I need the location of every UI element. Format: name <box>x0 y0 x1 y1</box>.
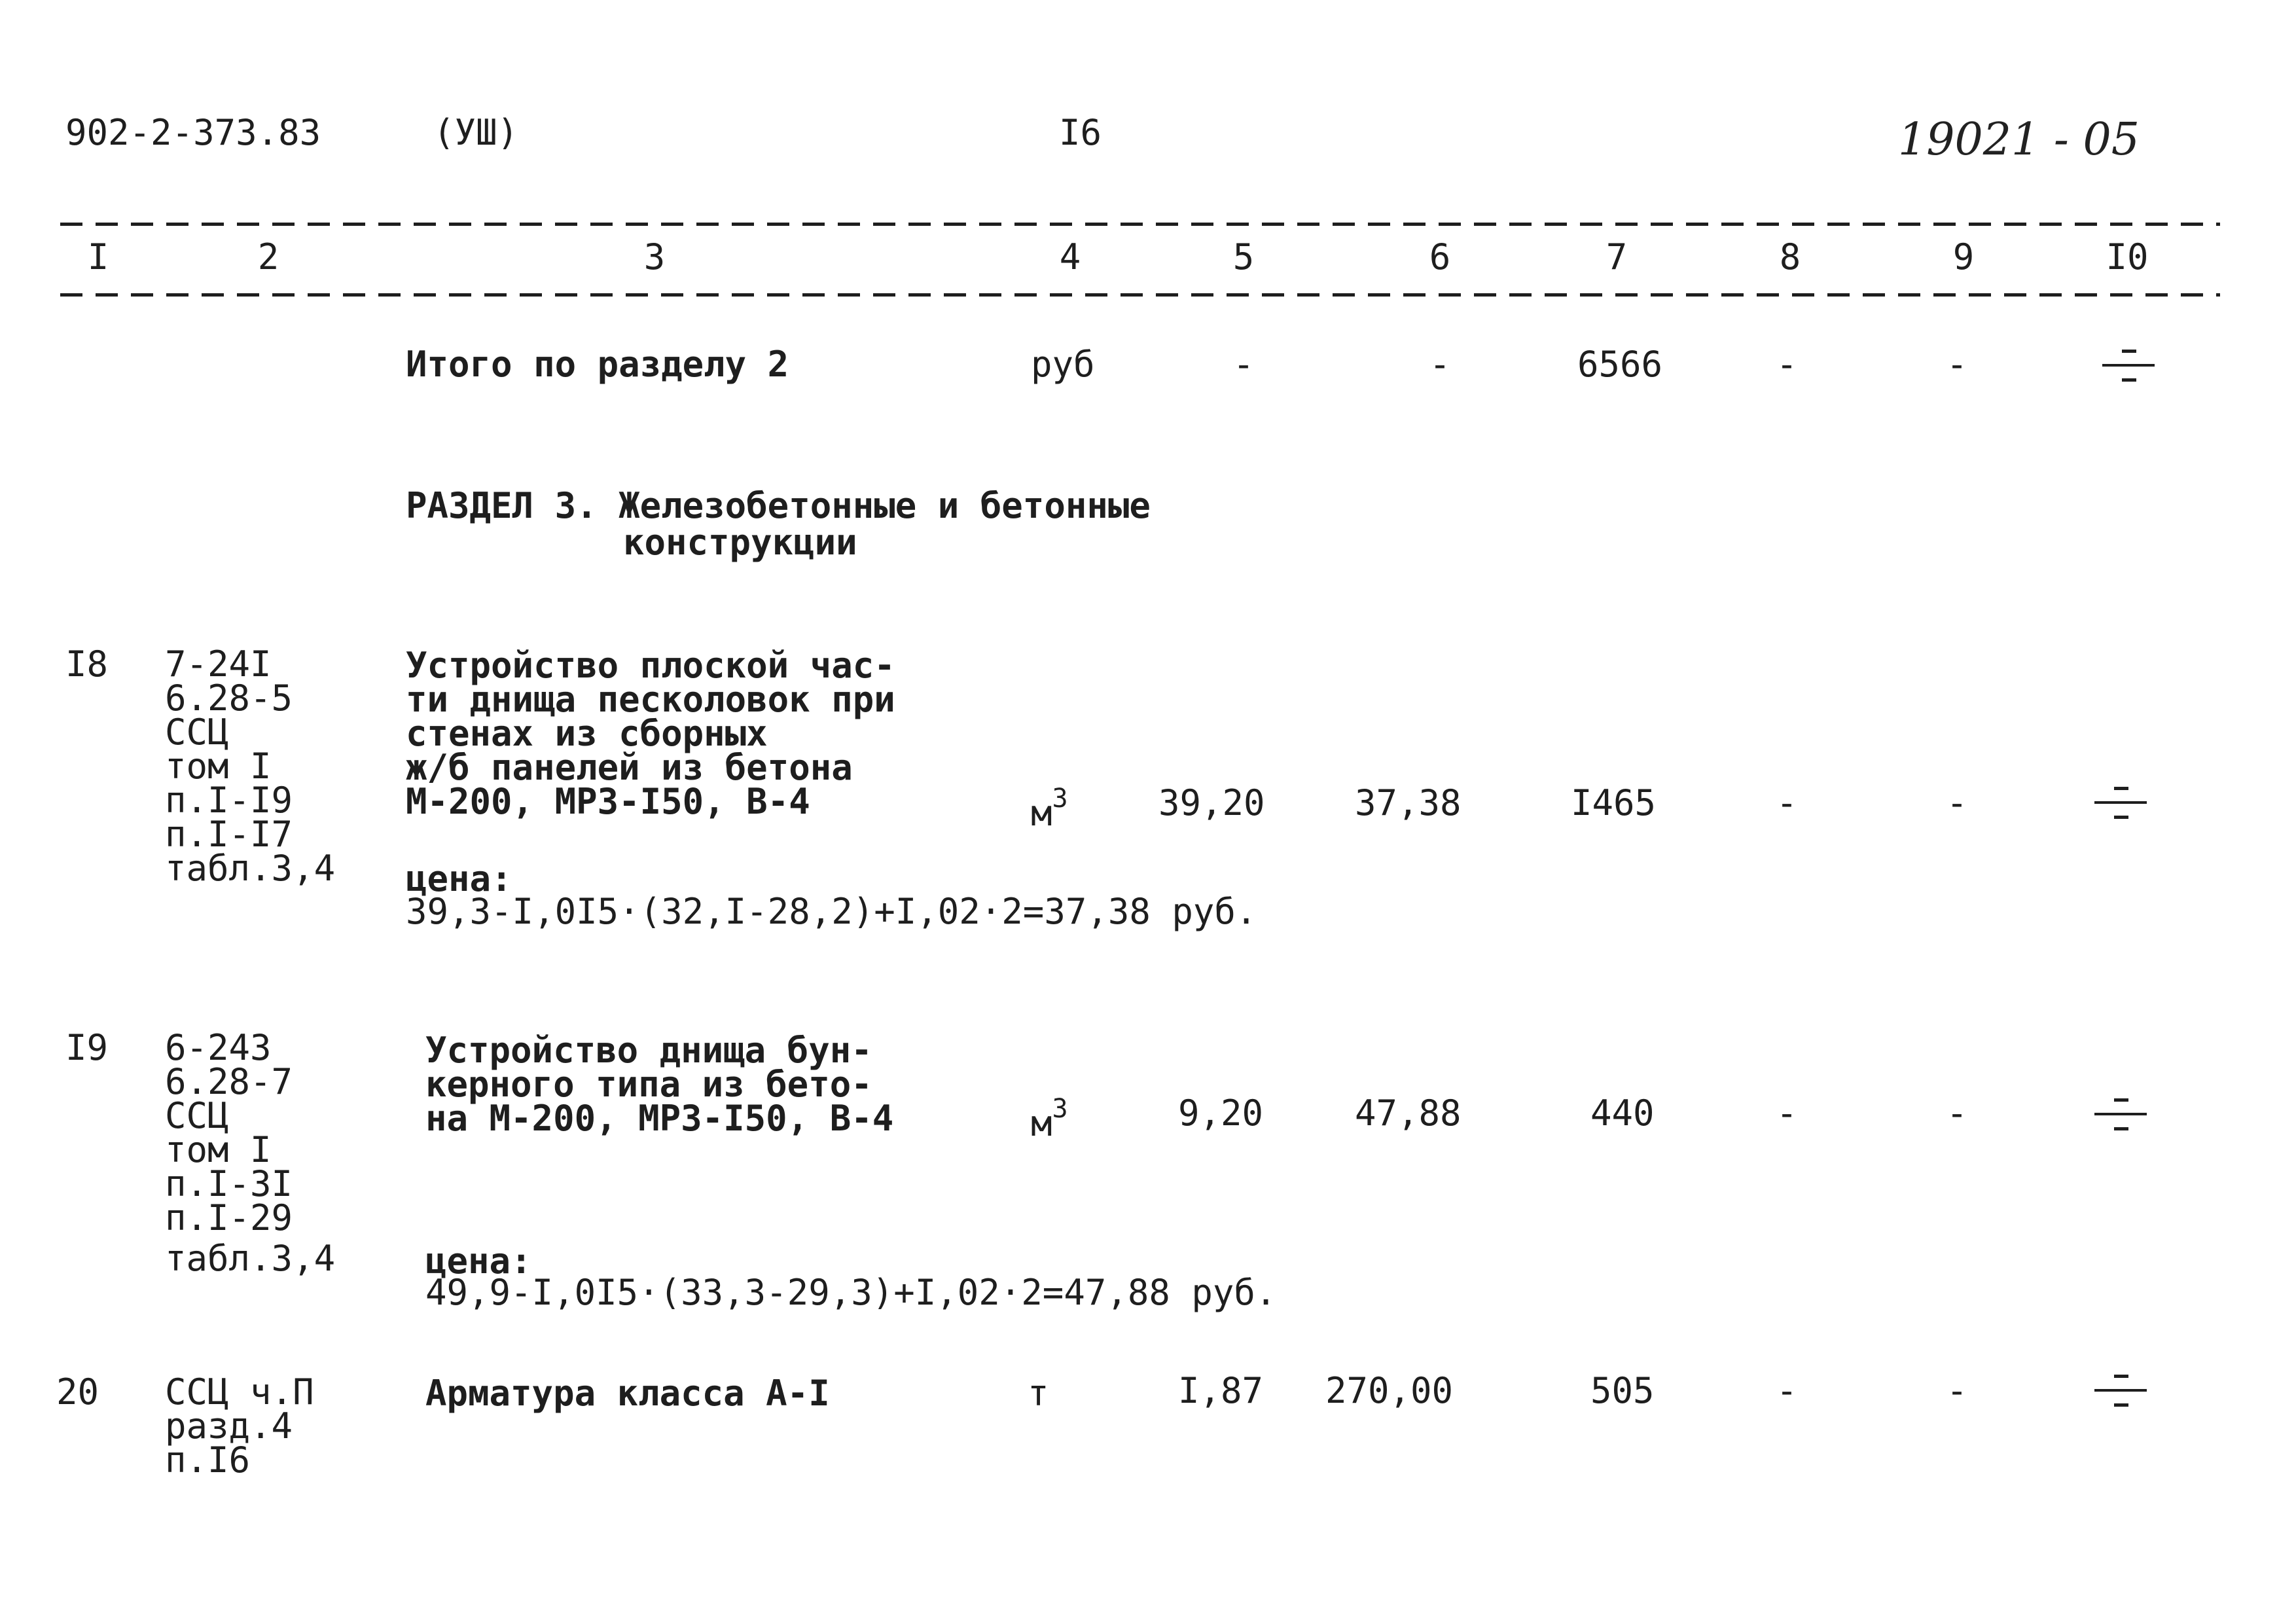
description-line: ж/б панелей из бетона <box>406 747 853 788</box>
ref-line: 6.28-7 <box>165 1061 293 1102</box>
ref-line: том I <box>165 746 272 787</box>
row-total: I465 <box>1571 782 1657 823</box>
price-calc: 49,9-I,0I5·(33,3-29,3)+I,02·2=47,88 руб. <box>425 1272 1277 1313</box>
ref-line: п.I6 <box>165 1439 251 1481</box>
ditto-mark <box>2094 783 2147 822</box>
ref-line: п.I-29 <box>165 1197 293 1238</box>
row-total: 440 <box>1590 1092 1655 1134</box>
col9-value: - <box>1946 1370 1968 1411</box>
row-total: 505 <box>1590 1370 1655 1411</box>
ref-line: табл.3,4 <box>165 848 336 889</box>
description-line: М-200, МРЗ-I50, В-4 <box>406 781 810 822</box>
price-calc-label: цена: <box>406 858 512 899</box>
ref-line: табл.3,4 <box>165 1238 336 1279</box>
ref-line: 6.28-5 <box>165 677 293 719</box>
price-calc-label: цена: <box>425 1240 532 1282</box>
ditto-mark <box>2094 1371 2147 1410</box>
unit: $м^3$ <box>1031 784 1068 834</box>
handwritten-number: 19021 - 05 <box>1898 114 2140 166</box>
description-line: ти днища песколовок при <box>406 679 895 720</box>
section-title: РАЗДЕЛ 3. Железобетонные и бетонные <box>406 485 1151 526</box>
description-line: Арматура класса А-I <box>425 1373 830 1414</box>
column-header-2: 2 <box>257 236 279 278</box>
row-number: I8 <box>65 643 109 685</box>
col8-value: - <box>1776 782 1798 823</box>
ref-line: разд.4 <box>165 1405 293 1447</box>
total-col7: 6566 <box>1577 344 1663 385</box>
description-line: керного типа из бето- <box>425 1064 872 1105</box>
quantity: I,87 <box>1178 1370 1264 1411</box>
header-bottom-rule <box>60 293 2220 297</box>
ref-line: ССЦ <box>165 1095 229 1136</box>
ref-line: 7-24I <box>165 643 272 685</box>
description-line: стенах из сборных <box>406 713 768 754</box>
ref-line: п.I-I9 <box>165 780 293 821</box>
col9-value: - <box>1946 1092 1968 1134</box>
description-line: на М-200, МРЗ-I50, В-4 <box>425 1098 894 1139</box>
col8-value: - <box>1776 1092 1798 1134</box>
section-title-continued: конструкции <box>623 522 857 563</box>
ref-line: п.I-I7 <box>165 814 293 855</box>
total-unit: руб <box>1031 344 1095 385</box>
column-header-4: 4 <box>1059 236 1081 278</box>
header-top-rule <box>60 223 2220 226</box>
total-col8: - <box>1776 344 1798 385</box>
column-header-10: I0 <box>2106 236 2149 278</box>
column-header-6: 6 <box>1429 236 1451 278</box>
total-col5: - <box>1232 344 1255 385</box>
document-code: 902-2-373.83 <box>65 112 321 153</box>
price-calc: 39,3-I,0I5·(32,I-28,2)+I,02·2=37,38 руб. <box>406 891 1257 932</box>
row-number: 20 <box>56 1371 99 1413</box>
unit: $м^3$ <box>1031 1094 1068 1144</box>
total-label: Итого по разделу 2 <box>406 344 789 385</box>
row-number: I9 <box>65 1027 109 1068</box>
total-col6: - <box>1429 344 1451 385</box>
quantity: 39,20 <box>1158 782 1265 823</box>
unit: т <box>1028 1373 1049 1414</box>
column-header-5: 5 <box>1232 236 1255 278</box>
page-number: I6 <box>1059 112 1102 153</box>
description-line: Устройство днища бун- <box>425 1030 872 1071</box>
ref-line: ССЦ <box>165 712 229 753</box>
total-col9: - <box>1946 344 1968 385</box>
column-header-7: 7 <box>1605 236 1628 278</box>
unit-price: 37,38 <box>1355 782 1462 823</box>
unit-price: 270,00 <box>1325 1370 1454 1411</box>
ref-line: ССЦ ч.П <box>165 1371 314 1413</box>
unit-price: 47,88 <box>1355 1092 1462 1134</box>
column-header-1: I <box>87 236 109 278</box>
document-series: (УШ) <box>433 112 519 153</box>
description-line: Устройство плоской час- <box>406 645 895 686</box>
ditto-mark <box>2102 346 2155 385</box>
col9-value: - <box>1946 782 1968 823</box>
column-header-3: 3 <box>643 236 666 278</box>
quantity: 9,20 <box>1178 1092 1264 1134</box>
ref-line: 6-243 <box>165 1027 272 1068</box>
ditto-mark <box>2094 1094 2147 1134</box>
column-header-8: 8 <box>1779 236 1801 278</box>
ref-line: том I <box>165 1129 272 1170</box>
col8-value: - <box>1776 1370 1798 1411</box>
ref-line: п.I-3I <box>165 1163 293 1204</box>
column-header-9: 9 <box>1952 236 1975 278</box>
